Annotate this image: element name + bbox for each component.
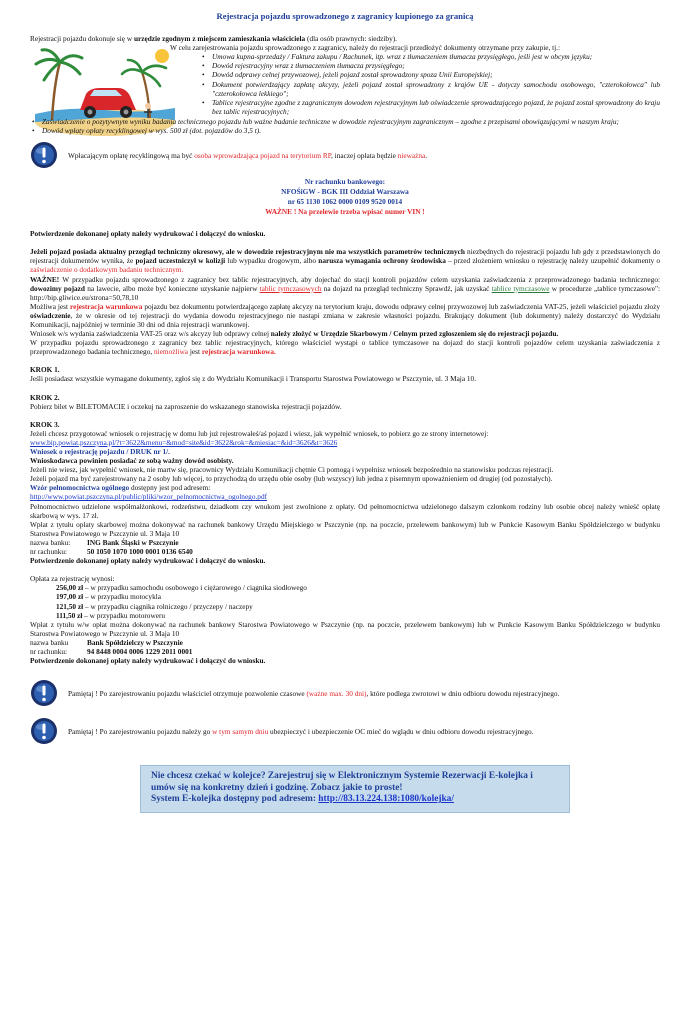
confirm-text: Potwierdzenie dokonanej opłaty należy wydrukować i dołączyć do wniosku. [30,229,266,239]
fee-amount: 256,00 zł [56,583,84,593]
fee-desc: – w przypadku motocykla [83,592,161,602]
step-3 [30,420,660,566]
bank-heading: Nr rachunku bankowego: [304,177,386,187]
conditional-registration-paragraph [30,302,660,329]
fee-desc: – w przypadku samochodu osobowego i ciężarowego / ciągnika siodłowego [83,583,307,593]
notice-pre: Pamiętaj ! Po zarejestrowaniu pojazdu właściciel otrzymuje pozwolenie czasowe [68,688,307,698]
important-label: WAŻNE! [30,274,60,284]
bank-warning: WAŻNE ! Na przelewie trzeba wpisać numer VIN ! [265,207,425,217]
step-title: KROK 1. [30,365,60,375]
fee-amount: 121,50 zł [56,601,84,611]
no-conditional-paragraph [30,338,660,356]
list-item: • Tablice rejestracyjne zgodne z zagranicznym dowodem rejestracyjnym lub oświadczenie sprowadzającego pojazd, że pojazd został sprowadzony do kraju bez tablic rejestracyjnych; [200,98,660,116]
inspection-text: – przed złożeniem wniosku o rejestrację należy uzupełnić dokumenty o [445,256,660,266]
notice-red: nieważna [397,150,426,160]
temporary-plates-link[interactable]: tablic tymczasowych [259,283,322,293]
notice-pre: Wpłacającym opłatę recyklingową ma być [68,150,195,160]
cond-text: , że w okresie od tej rejestracji do wydania dowodu rejestracyjnego nie nastąpi zmiana w zakresie własności pojazdu. Brakujący dokument (lub dokumenty) należy dostarczyć do Wydziału Komunikacji, najpóźniej w terminie 30 dni od dnia rejestracji warunkowej. [30,310,660,329]
temporary-plates-procedure-link[interactable]: tablice tymczasowe [491,283,550,293]
step-1 [30,365,660,383]
fee-desc: – w przypadku motoroweru [82,610,166,620]
notice-mid: , inaczej opłata będzie [331,150,398,160]
important-text: W przypadku pojazdu sprowadzonego z zagranicy bez tablic rejestracyjnych, aby dojechać do stacji kontroli pojazdów celem uzyskania zaświadczenia z przeprowadzonego badania technicznego: [59,274,660,284]
exclamation-icon [30,717,58,745]
cond-red: rejestracja warunkowa [70,301,143,311]
nocond-red: niemożliwa [154,347,189,357]
bank-value: 94 8448 0004 0006 1229 2011 0001 [87,646,193,656]
bank-value: 50 1050 1070 1000 0001 0136 6540 [87,547,193,557]
notice-text [58,689,559,698]
bank-label: nazwa banku: [30,537,71,547]
page-title: Rejestracja pojazdu sprowadzonego z zagranicy kupionego za granicą [216,11,474,21]
bank3-acc-line [30,647,660,656]
banner-address-label: System E-kolejka dostępny pod adresem: [151,794,319,805]
notice-pre: Pamiętaj ! Po zarejestrowaniu pojazdu należy go [68,726,213,736]
temporary-permit-notice [30,679,660,707]
inspection-red: zaświadczenie o dodatkowym badaniu technicznym. [30,265,184,275]
notice-red: (ważne max. 30 dni) [306,688,367,698]
important-text: na dojazd na przegląd techniczny Sprawdź, jak uzyskać [321,283,492,293]
intro-text-post: (dla osób prawnych: siedziby). [305,34,397,44]
important-paragraph [30,275,660,302]
fee-row [56,583,660,592]
step-title: KROK 3. [30,419,60,429]
recycling-notice [30,141,660,169]
nocond-text: jest [188,347,202,357]
fees-list [56,583,660,619]
list-item: • Zaświadczenie o pozytywnym wyniku badania technicznego pojazdu lub ważne badanie techniczne w dowodzie rejestracyjnym zagranicznym – zgodne z przepisami obowiązującymi w naszym kraju; [30,117,660,126]
fee-row [56,602,660,611]
exclamation-icon [30,679,58,707]
bank-name: NFOŚiGW - BGK III Oddział Warszawa [281,187,409,197]
notice-post: . [425,150,428,160]
notice-red: osoba wprowadzająca pojazd na terytorium RP [194,150,332,160]
step-text: Pobierz bilet w BILETOMACIE i oczekuj na zaproszenie do wskazanego stanowiska rejestracji pojazdów. [30,401,342,411]
cond-bold: oświadczenie [30,310,71,320]
list-item: • Dokument potwierdzający zapłatę akcyzy, jeżeli pojazd został sprowadzony z krajów UE - dotyczy samochodu osobowego, "czterokołowca" lub "czterokołowca lekkiego"; [200,80,660,98]
vat-bold: należy złożyć w Urzędzie Skarbowym / Celnym przed zgłoszeniem się do rejestracji pojazdu. [270,329,559,339]
insurance-notice [30,717,660,745]
step-text: Jeśli posiadasz wszystkie wymagane dokumenty, zgłoś się z do Wydziału Komunikacji i Transportu Starostwa Powiatowego w Pszczynie, ul. 3 Maja 10. [30,374,477,384]
step-text: Jeżeli chcesz przygotować wniosek o rejestrację w domu lub już rejestrowałeś/aś pojazd i wiesz, jak wypełnić wniosek, to pobierz go ze strony internetowej: [30,428,489,438]
notice-text [58,727,533,736]
poa-line [30,483,660,492]
confirm-text: Potwierdzenie dokonanej opłaty należy wydrukować i dołączyć do wniosku. [30,656,266,666]
owners-text: Jeżeli pojazd ma być zarejestrowany na 2 osoby lub więcej, to przychodzą do urzędu obie osoby (lub wszyscy) lub jedna z pisemnym upoważnieniem od drugiej (od pozostałych). [30,474,553,484]
important-bold: dowozimy pojazd [30,283,85,293]
inspection-bold: pojazd uczestniczył w kolizji [135,256,226,266]
poa-post: dostępny jest pod adresem: [129,483,211,493]
poa-template-link[interactable]: http://www.powiat.pszczyna.pl/public/pliki/wzor_pelnomocnictwa_ogolnego.pdf [30,492,268,502]
intro-bold: urzędzie zgodnym z miejscem zamieszkania właściciela [133,34,306,44]
inspection-text: lub wypadku drogowym, albo [225,256,319,266]
nocond-text: W przypadku pojazdu sprowadzonego z zagranicy bez tablic rejestracyjnych, którego właściciel wystąpi o tablice tymczasowe na dojazd do stacji kontroli pojazdów celem uzyskania zaświadczenia z przeprowadzonego badania technicznego, [30,338,660,357]
bank-label: nazwa banku [30,637,69,647]
list-item: • Dowód rejestracyjny wraz z tłumaczeniem tłumacza przysięgłego; [200,61,660,70]
inspection-bold: narusza wymagania ochrony środowiska [318,256,446,266]
intro-line [30,34,660,43]
notice-red: w tym samym dniu [212,726,269,736]
important-text: na lawecie, albo może być konieczne uzyskanie najpierw [84,283,260,293]
notice-post: , które podlega zwrotowi w dniu odbioru dowodu rejestracyjnego. [366,688,560,698]
cond-text: pojazdu bez dokumentu potwierdzającego zapłatę akcyzy na terytorium kraju, dowodu odprawy celnej przywozowej lub zaświadczenia VAT-25, jeżeli właściciel pojazdu złoży [142,301,660,311]
fee-desc: – w przypadku ciągnika rolniczego / przyczepy / naczepy [83,601,253,611]
inspection-text: niezbędnych do rejestracji pojazdu lub gdy z przedstawionych do rejestracji dokumentów wynika, że [30,247,661,266]
id-requirement: Wnioskodawca powinien posiadać ze sobą ważny dowód osobisty. [30,456,234,466]
fees-heading: Opłata za rejestrację wynosi: [30,574,115,584]
cond-text: Możliwa jest [30,301,70,311]
vat-text: Wniosek w/s wydania zaświadczenia VAT-25 oraz w/s akcyzy lub odprawy celnej [30,329,271,339]
fee-row [56,611,660,620]
e-queue-banner [140,765,570,813]
e-queue-link[interactable]: http://83.13.224.138:1080/kolejka/ [318,794,454,805]
help-text: Jeżeli nie wiesz, jak wypełnić wniosek, nie martw się, pracownicy Wydziału Komunikacji chętnie Ci pomogą i wypełnisz wniosek bezpośrednio na stanowisku podczas rejestracji. [30,465,554,475]
bank2-acc-line [30,547,660,556]
list-item: • Dowód wpłaty opłaty recyklingowej w wys. 500 zł (dot. pojazdów do 3,5 t). [30,126,660,135]
inspection-bold: Jeżeli pojazd posiada aktualny przegląd techniczny okresowy, ale w dowodzie rejestracyjnym nie ma wszystkich parametrów technicznych [30,247,465,257]
list-item: • Umowa kupna-sprzedaży / Faktura zakupu / Rachunek, itp. wraz z tłumaczeniem tłumacza przysięgłego, jeśli jest w obcym języku; [200,52,660,61]
step-title: KROK 2. [30,392,60,402]
fee-amount: 197,00 zł [56,592,84,602]
poa-fee-text: Pełnomocnictwo udzielone współmałżonkowi, rodzeństwu, dziadkom czy wnukom jest zwolnione z opłaty. Od pełnomocnictwa udzielonego dalszym członkom rodziny lub osobie obcej należy wnieść opłatę skarbową w wys. 17 zł. [30,501,660,520]
intro-section [30,34,660,135]
fees-payment: Wpłat z tytułu w/w opłat można dokonywać na rachunek bankowy Starostwa Powiatowego w Pszczynie (np. na poczcie, przelewem bankowym) lub w Punkcie Kasowym Banku Spółdzielczego w budynku Starostwa Powiatowego w Pszczynie ul. 3 Maja 10 [30,619,660,638]
notice-post: ubezpieczyć i ubezpieczenie OC mieć do wglądu w dniu odbioru dowodu rejestracyjnego. [268,726,534,736]
fee-amount: 111,50 zł [56,610,83,620]
intro-text: Rejestracji pojazdu dokonuje się w [30,34,134,44]
fees-section [30,574,660,665]
notice-text [58,151,427,160]
list-item: • Dowód odprawy celnej przywozowej, jeżeli pojazd został sprowadzony spoza Unii Europejskiej; [200,70,660,79]
poa-label: Wzór pełnomocnictwa ogólnego [30,483,130,493]
step-2 [30,393,660,411]
recycling-bank-account [30,177,660,217]
exclamation-icon [30,141,58,169]
confirm-text: Potwierdzenie dokonanej opłaty należy wydrukować i dołączyć do wniosku. [30,556,266,566]
bank-label: nr rachunku: [30,547,68,557]
stamp-fee-text: Wpłat z tytułu opłaty skarbowej można dokonywać na rachunek bankowy Urzędu Miejskiego w Pszczynie (np. na poczcie, przelewem bankowym) lub w Punkcie Kasowym Banku Spółdzielczego w budynku Starostwa Powiatowego w Pszczynie ul. 3 Maja 10 [30,519,660,538]
intro-line-2: W celu zarejestrowania pojazdu sprowadzonego z zagranicy, należy do rejestracji przedłożyć dokumenty otrzymane przy zakupie, tj.: [170,43,561,53]
confirm-note [30,229,660,238]
fee-row [56,592,660,601]
bank3-name-line [30,638,660,647]
bank-value: Bank Spółdzielczy w Pszczynie [87,637,183,647]
banner-address-line [151,794,559,806]
required-documents [170,43,660,116]
bank-label: nr rachunku: [30,646,68,656]
bank-number: nr 65 1130 1062 0000 0109 9520 0014 [287,197,403,207]
bank2-name-line [30,538,660,547]
inspection-paragraph [30,247,660,274]
bank-value: ING Bank Śląski w Pszczynie [87,537,179,547]
required-documents-2 [30,117,660,135]
banner-text: Nie chcesz czekać w kolejce? Zarejestruj się w Elektronicznym Systemie Rezerwacji E-kolejka i umów się na konkretny dzień i godzinę. Zobacz jakie to proste! [151,771,533,793]
important-text: w procedurze „tablice tymczasowe": http://bip.gliwice.eu/strona=50,78,10 [30,283,660,302]
nocond-red-bold: rejestracja warunkowa. [201,347,276,357]
form-name: Wniosek o rejestrację pojazdu / DRUK nr 1/. [30,447,170,456]
application-form-link[interactable]: www.bip.powiat.pszczyna.pl/?t=3622&menu=&mod=site&id=3622&rok=&miesiac=&id=3626&t=3626 [30,437,338,447]
vat-paragraph [30,329,660,338]
